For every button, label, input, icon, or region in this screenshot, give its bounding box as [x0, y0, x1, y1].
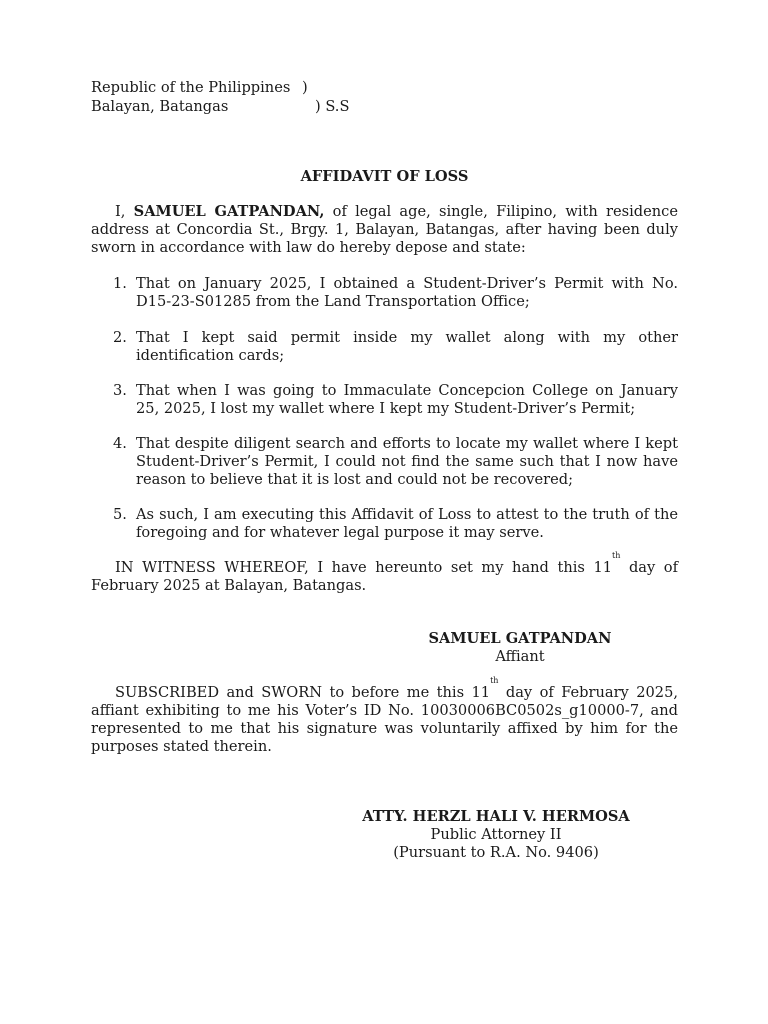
statement-text: That on January 2025, I obtained a Student-Driver’s Permit with No. D15-23-S01285 from the Land Transportation Office;	[136, 275, 678, 310]
notary-name: ATTY. HERZL HALI V. HERMOSA	[362, 808, 630, 825]
affidavit-document	[91, 78, 678, 862]
witness-text-after: day of February 2025 at Balayan, Batangas.	[91, 559, 678, 594]
intro-prefix: I,	[115, 203, 134, 220]
venue-paren-ss: ) S.S	[315, 98, 350, 115]
affiant-name-inline: SAMUEL GATPANDAN,	[133, 203, 325, 220]
witness-ordinal-suffix: th	[612, 551, 621, 560]
statement-item	[91, 435, 678, 489]
statement-number: 4.	[113, 435, 127, 452]
statement-number: 3.	[113, 382, 127, 399]
notary-signature-block	[351, 808, 641, 862]
affiant-role: Affiant	[495, 648, 545, 665]
venue-municipality: Balayan, Batangas	[91, 98, 229, 115]
witness-text-before: IN WITNESS WHEREOF, I have hereunto set my hand this 11	[115, 559, 613, 576]
statement-text: That I kept said permit inside my wallet along with my other identification cards;	[136, 329, 678, 364]
statement-list	[91, 275, 678, 542]
statement-item	[91, 275, 678, 311]
statement-number: 1.	[113, 275, 127, 292]
statement-number: 2.	[113, 329, 127, 346]
statement-number: 5.	[113, 506, 127, 523]
witness-clause	[91, 551, 678, 595]
jurat-ordinal-suffix: th	[490, 676, 499, 685]
jurat-text-after: day of February 2025, affiant exhibiting to me his Voter’s ID No. 10030006BC0502s_g10000-7, and represented to me that his signature was voluntarily affixed by him for the purposes stated therein.	[91, 684, 678, 755]
statement-item	[91, 329, 678, 365]
venue-line-1	[91, 78, 678, 97]
statement-text: As such, I am executing this Affidavit of Loss to attest to the truth of the foregoing and for whatever legal purpose it may serve.	[136, 506, 678, 541]
statement-text: That when I was going to Immaculate Concepcion College on January 25, 2025, I lost my wallet where I kept my Student-Driver’s Permit;	[136, 382, 678, 417]
intro-paragraph	[91, 203, 678, 257]
venue-paren-1: )	[302, 79, 308, 96]
statement-item	[91, 382, 678, 418]
affiant-signature-block	[406, 630, 634, 666]
notary-position: Public Attorney II	[430, 826, 562, 843]
venue-caption	[91, 78, 678, 116]
document-title: AFFIDAVIT OF LOSS	[300, 168, 469, 185]
venue-country: Republic of the Philippines	[91, 79, 291, 96]
affiant-signature-name: SAMUEL GATPANDAN	[428, 630, 612, 647]
venue-line-2	[91, 97, 678, 116]
statement-text: That despite diligent search and efforts to locate my wallet where I kept Student-Driver’s Permit, I could not find the same such that I now have reason to believe that it is lost and could not be recovered;	[136, 435, 678, 488]
jurat-text-before: SUBSCRIBED and SWORN to before me this 11	[115, 684, 491, 701]
notary-authority: (Pursuant to R.A. No. 9406)	[393, 844, 599, 861]
intro-text: of legal age, single, Filipino, with residence address at Concordia St., Brgy. 1, Balayan, Batangas, after having been duly sworn in accordance with law do hereby depose and state:	[91, 203, 678, 256]
jurat-paragraph	[91, 676, 678, 756]
statement-item	[91, 506, 678, 542]
